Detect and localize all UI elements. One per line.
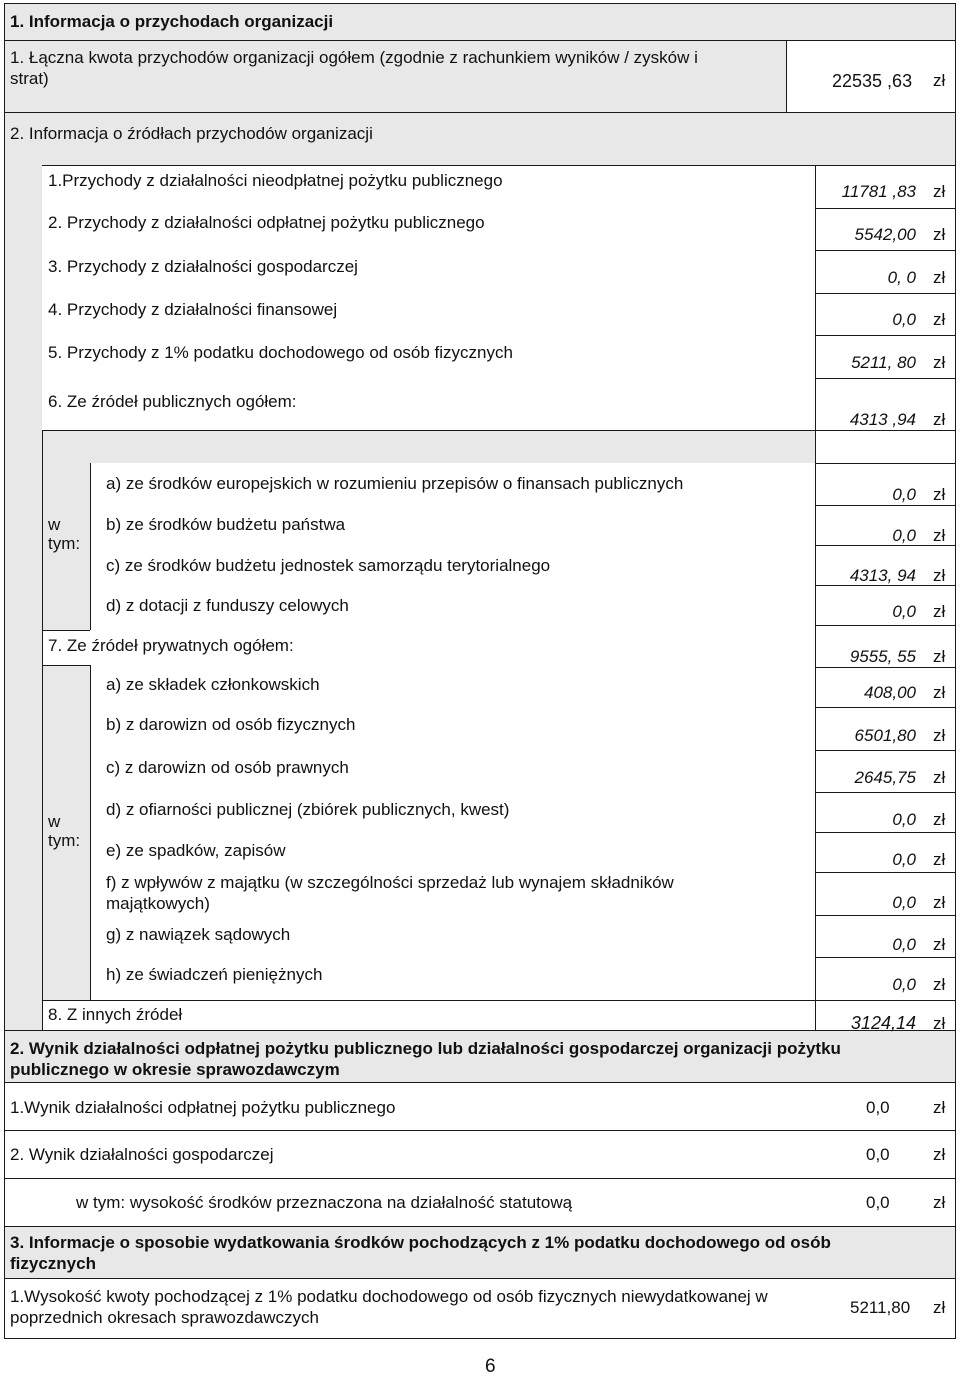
- section-2-title: 2. Wynik działalności odpłatnej pożytku publicznego lub działalności gospodarczej organizacji pożytku publicznego w okresie sprawozdawczym: [10, 1039, 841, 1079]
- currency-label: zł: [933, 683, 946, 702]
- private-row-label: f) z wpływów z majątku (w szczególności sprzedaż lub wynajem składników majątkowych): [106, 873, 674, 913]
- income-row-value: 5542,00: [854, 225, 916, 244]
- income-row-value: 4313 ,94: [849, 410, 916, 429]
- private-row-label: e) ze spadków, zapisów: [106, 841, 286, 860]
- private-total-label: 7. Ze źródeł prywatnych ogółem:: [48, 636, 294, 655]
- public-row-label: c) ze środków budżetu jednostek samorządu terytorialnego: [106, 556, 551, 575]
- sec2-row-value: 0,0: [866, 1193, 890, 1212]
- currency-label: zł: [933, 566, 946, 585]
- currency-label: zł: [933, 225, 946, 244]
- currency-label: zł: [933, 893, 946, 912]
- income-row-label: 6. Ze źródeł publicznych ogółem:: [48, 392, 297, 411]
- private-total-value: 9555, 55: [849, 647, 916, 666]
- private-row-value: 6501,80: [854, 726, 916, 745]
- private-row-label: b) z darowizn od osób fizycznych: [106, 715, 356, 734]
- private-row-value: 0,0: [892, 810, 916, 829]
- public-row-value: 0,0: [892, 526, 916, 545]
- page-number: 6: [485, 1356, 496, 1377]
- income-row-value: 5211, 80: [851, 353, 916, 372]
- sec2-row-value: 0,0: [866, 1145, 890, 1164]
- currency-label: zł: [933, 1098, 946, 1117]
- private-row-value: 0,0: [892, 975, 916, 994]
- private-row-value: 0,0: [892, 850, 916, 869]
- other-sources-label: 8. Z innych źródeł: [48, 1005, 183, 1024]
- private-row-label: h) ze świadczeń pieniężnych: [106, 965, 323, 984]
- currency-label: zł: [933, 268, 946, 287]
- income-row-label: 1.Przychody z działalności nieodpłatnej pożytku publicznego: [48, 171, 503, 190]
- income-row-label: 2. Przychody z działalności odpłatnej pożytku publicznego: [48, 213, 485, 232]
- currency-label: zł: [933, 485, 946, 504]
- public-row-label: b) ze środków budżetu państwa: [106, 515, 346, 534]
- wtym-label-w: w: [48, 515, 61, 534]
- income-row-label: 3. Przychody z działalności gospodarczej: [48, 257, 358, 276]
- income-row-value: 0,0: [892, 310, 916, 329]
- wtym-label-tym: tym:: [48, 534, 81, 553]
- currency-label: zł: [933, 526, 946, 545]
- currency-label: zł: [933, 975, 946, 994]
- private-row-value: 0,0: [892, 893, 916, 912]
- sec3-row-value: 5211,80: [850, 1298, 911, 1317]
- private-row-value: 408,00: [864, 683, 916, 702]
- public-row-value: 0,0: [892, 485, 916, 504]
- total-revenue-label-line2: strat): [10, 69, 49, 88]
- public-row-label: a) ze środków europejskich w rozumieniu przepisów o finansach publicznych: [106, 474, 684, 493]
- public-row-value: 0,0: [892, 602, 916, 621]
- currency-label: zł: [933, 1193, 946, 1212]
- private-row-label: g) z nawiązek sądowych: [106, 925, 291, 944]
- currency-label: zł: [933, 353, 946, 372]
- sec2-row-value: 0,0: [866, 1098, 890, 1117]
- wtym-label-w: w: [48, 812, 61, 831]
- total-revenue-value: 22535 ,63: [832, 71, 913, 91]
- private-row-label: c) z darowizn od osób prawnych: [106, 758, 349, 777]
- income-row-value: 11781 ,83: [841, 182, 916, 201]
- section-1-title: 1. Informacja o przychodach organizacji: [10, 12, 334, 31]
- currency-label: zł: [933, 602, 946, 621]
- total-revenue-currency: zł: [933, 71, 946, 90]
- income-row-label: 5. Przychody z 1% podatku dochodowego od osób fizycznych: [48, 343, 513, 362]
- public-row-value: 4313, 94: [849, 566, 916, 585]
- currency-label: zł: [933, 1145, 946, 1164]
- currency-label: zł: [933, 647, 946, 666]
- income-row-value: 0, 0: [887, 268, 916, 287]
- currency-label: zł: [933, 310, 946, 329]
- sec2-row-label: w tym: wysokość środków przeznaczona na działalność statutową: [76, 1193, 573, 1212]
- section-3-title: 3. Informacje o sposobie wydatkowania środków pochodzących z 1% podatku dochodowego od osób fizycznych: [10, 1233, 831, 1273]
- currency-label: zł: [933, 410, 946, 429]
- currency-label: zł: [933, 810, 946, 829]
- private-row-value: 2645,75: [854, 768, 916, 787]
- total-revenue-label-line1: 1. Łączna kwota przychodów organizacji ogółem (zgodnie z rachunkiem wyników / zysków i: [10, 48, 698, 67]
- other-sources-value: 3124,14: [850, 1013, 916, 1033]
- currency-label: zł: [933, 768, 946, 787]
- currency-label: zł: [933, 182, 946, 201]
- private-row-label: d) z ofiarności publicznej (zbiórek publicznych, kwest): [106, 800, 510, 819]
- private-row-value: 0,0: [892, 935, 916, 954]
- sec2-row-label: 2. Wynik działalności gospodarczej: [10, 1145, 274, 1164]
- income-row-label: 4. Przychody z działalności finansowej: [48, 300, 338, 319]
- currency-label: zł: [933, 850, 946, 869]
- currency-label: zł: [933, 1298, 946, 1317]
- sec3-row-label: 1.Wysokość kwoty pochodzącej z 1% podatku dochodowego od osób fizycznych niewydatkowanej w poprzednich okresach sprawozdawczych: [10, 1287, 768, 1327]
- private-row-label: a) ze składek członkowskich: [106, 675, 320, 694]
- wtym-label-tym: tym:: [48, 831, 81, 850]
- currency-label: zł: [933, 726, 946, 745]
- public-row-label: d) z dotacji z funduszy celowych: [106, 596, 349, 615]
- sec2-row-label: 1.Wynik działalności odpłatnej pożytku publicznego: [10, 1098, 396, 1117]
- currency-label: zł: [933, 935, 946, 954]
- sources-label: 2. Informacja o źródłach przychodów organizacji: [10, 124, 373, 143]
- currency-label: zł: [933, 1014, 946, 1033]
